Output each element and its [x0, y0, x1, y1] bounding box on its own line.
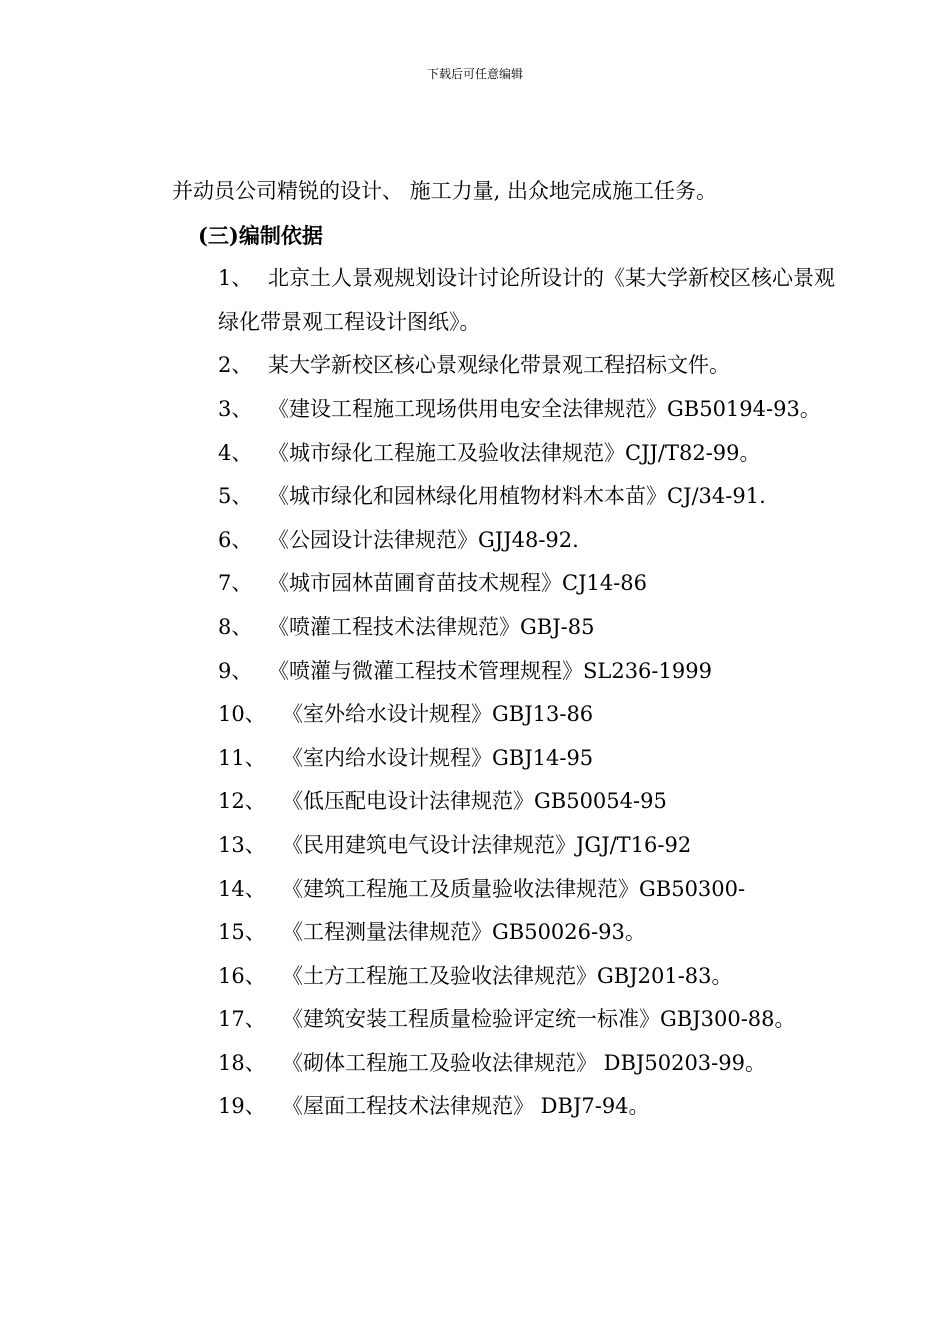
list-item — [172, 519, 837, 563]
list-item — [172, 344, 837, 388]
list-item — [172, 693, 837, 737]
item-number: 12、 — [218, 789, 266, 814]
item-number: 11、 — [218, 745, 266, 770]
item-text: 《室外给水设计规程》GBJ13-86 — [282, 702, 594, 727]
list-item — [172, 780, 837, 824]
list-item — [172, 650, 837, 694]
list-item — [172, 432, 837, 476]
item-text: 《砌体工程施工及验收法律规范》 DBJ50203-99。 — [282, 1050, 766, 1075]
item-number: 10、 — [218, 702, 266, 727]
section-heading: (三)编制依据 — [198, 222, 323, 248]
item-text: 《室内给水设计规程》GBJ14-95 — [282, 745, 594, 770]
list-item — [172, 998, 837, 1042]
item-number: 6、 — [218, 527, 253, 552]
list-item — [172, 562, 837, 606]
item-text: 《建筑工程施工及质量验收法律规范》GB50300- — [282, 876, 746, 901]
item-text: 《低压配电设计法律规范》GB50054-95 — [282, 789, 667, 814]
item-number: 19、 — [218, 1094, 266, 1119]
item-text: 北京土人景观规划设计讨论所设计的《某大学新校区核心景观绿化带景观工程设计图纸》。 — [218, 266, 835, 334]
item-text: 《喷灌与微灌工程技术管理规程》SL236-1999 — [268, 658, 712, 683]
item-number: 14、 — [218, 876, 266, 901]
item-number: 2、 — [218, 353, 253, 378]
item-text: 《城市绿化工程施工及验收法律规范》CJJ/T82-99。 — [268, 440, 761, 465]
item-number: 4、 — [218, 440, 253, 465]
page-header: 下载后可任意编辑 — [426, 67, 523, 81]
item-number: 15、 — [218, 920, 266, 945]
item-text: 《屋面工程技术法律规范》 DBJ7-94。 — [282, 1094, 650, 1119]
item-number: 16、 — [218, 963, 266, 988]
item-text: 《喷灌工程技术法律规范》GBJ-85 — [268, 614, 595, 639]
list-item — [172, 1085, 837, 1129]
item-number: 13、 — [218, 832, 266, 857]
item-text: 《城市绿化和园林绿化用植物材料木本苗》CJ/34-91. — [268, 484, 766, 509]
item-text: 《建设工程施工现场供用电安全法律规范》GB50194-93。 — [268, 396, 821, 421]
list-item — [172, 257, 837, 344]
list-item — [172, 911, 837, 955]
item-number: 3、 — [218, 396, 253, 421]
item-number: 18、 — [218, 1050, 266, 1075]
item-text: 《民用建筑电气设计法律规范》JGJ/T16-92 — [282, 832, 692, 857]
item-number: 17、 — [218, 1007, 266, 1032]
item-number: 7、 — [218, 571, 253, 596]
item-text: 《公园设计法律规范》GJJ48-92. — [268, 527, 579, 552]
list-item — [172, 388, 837, 432]
document-body — [172, 170, 837, 1129]
list-item — [172, 1042, 837, 1086]
list-item — [172, 824, 837, 868]
item-text: 《建筑安装工程质量检验评定统一标准》GBJ300-88。 — [282, 1007, 796, 1032]
item-text: 《土方工程施工及验收法律规范》GBJ201-83。 — [282, 963, 733, 988]
item-number: 8、 — [218, 614, 253, 639]
item-text: 《城市园林苗圃育苗技术规程》CJ14-86 — [268, 571, 648, 596]
intro-line: 并动员公司精锐的设计、 施工力量, 出众地完成施工任务。 — [172, 179, 718, 203]
list-item — [172, 868, 837, 912]
item-number: 5、 — [218, 484, 253, 509]
item-text: 《工程测量法律规范》GB50026-93。 — [282, 920, 646, 945]
list-item — [172, 475, 837, 519]
list-item — [172, 955, 837, 999]
item-text: 某大学新校区核心景观绿化带景观工程招标文件。 — [268, 353, 730, 378]
list-item — [172, 737, 837, 781]
item-number: 9、 — [218, 658, 253, 683]
list-item — [172, 606, 837, 650]
item-number: 1、 — [218, 266, 253, 291]
